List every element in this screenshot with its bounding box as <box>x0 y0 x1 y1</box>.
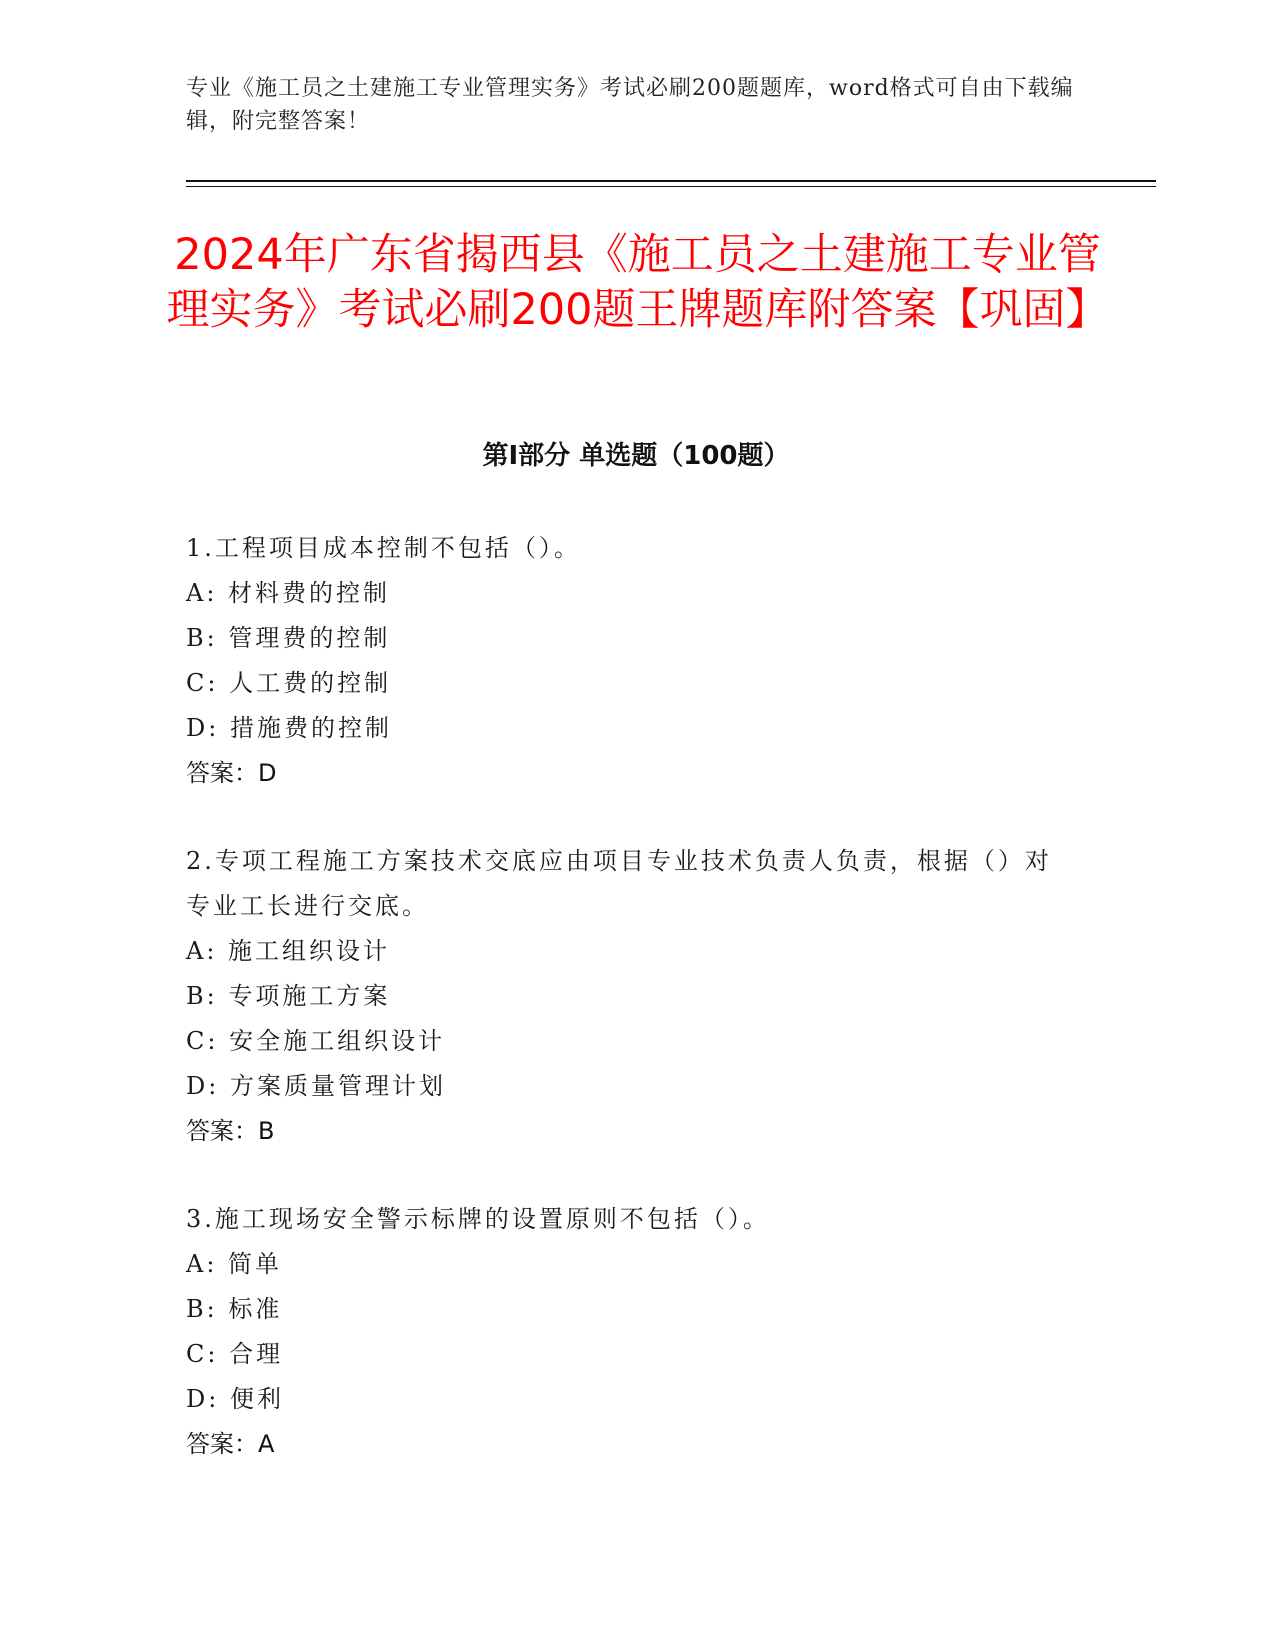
answer: 答案：A <box>186 1430 275 1458</box>
document-header-note: 专业《施工员之土建施工专业管理实务》考试必刷200题题库，word格式可自由下载编辑，附完整答案！ <box>186 76 1074 134</box>
question-1 <box>186 526 1066 796</box>
question-stem: 1.工程项目成本控制不包括（）。 <box>186 534 581 562</box>
answer: 答案：D <box>186 759 277 787</box>
question-3 <box>186 1197 1066 1467</box>
section-title: 第I部分 单选题（100题） <box>482 441 790 471</box>
question-stem: 3.施工现场安全警示标牌的设置原则不包括（）。 <box>186 1205 770 1233</box>
option-b: B: 专项施工方案 <box>186 982 391 1010</box>
header-divider-thick <box>186 180 1156 182</box>
option-d: D: 便利 <box>186 1385 284 1413</box>
question-list <box>186 526 1066 1510</box>
option-a: A: 施工组织设计 <box>186 937 391 965</box>
document-title: 2024年广东省揭西县《施工员之土建施工专业管理实务》考试必刷200题王牌题库附答案【巩固】 <box>166 230 1109 335</box>
option-c: C: 人工费的控制 <box>186 669 392 697</box>
question-2 <box>186 839 1066 1154</box>
option-a: A: 材料费的控制 <box>186 579 391 607</box>
header-divider-thin <box>186 186 1156 187</box>
question-stem: 2.专项工程施工方案技术交底应由项目专业技术负责人负责，根据（）对专业工长进行交底。 <box>186 847 1052 920</box>
option-d: D: 方案质量管理计划 <box>186 1072 446 1100</box>
answer: 答案：B <box>186 1117 275 1145</box>
option-b: B: 标准 <box>186 1295 283 1323</box>
option-c: C: 安全施工组织设计 <box>186 1027 446 1055</box>
option-c: C: 合理 <box>186 1340 284 1368</box>
option-b: B: 管理费的控制 <box>186 624 391 652</box>
option-d: D: 措施费的控制 <box>186 714 392 742</box>
option-a: A: 简单 <box>186 1250 283 1278</box>
